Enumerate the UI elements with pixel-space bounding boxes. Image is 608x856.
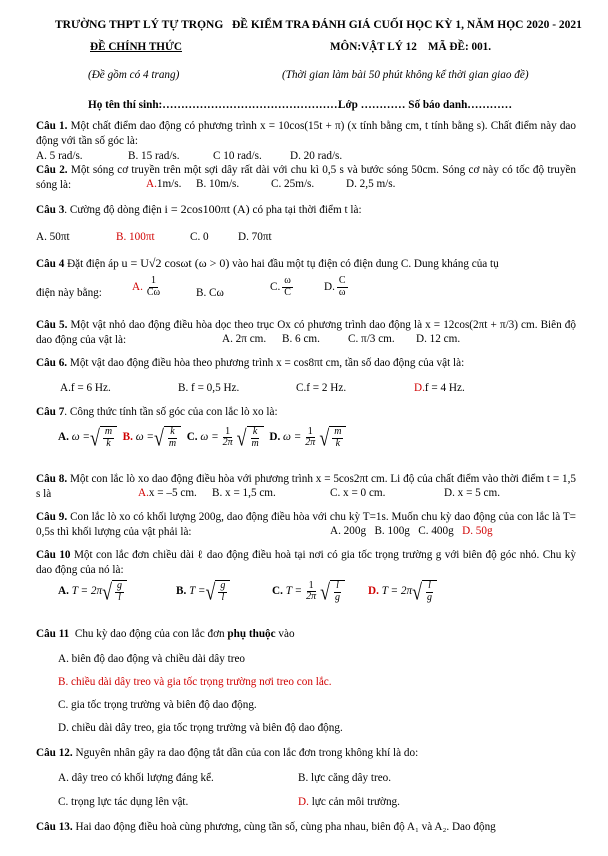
question-text: . Công thức tính tần số góc của con lắc lò xo là: [64, 406, 278, 418]
q3-formula: i = 2cos100πt (A) [164, 202, 250, 216]
question-text: Hai dao động điều hoà cùng phương, cùng tần số, cùng pha nhau, biên độ A₁ và A₂. Dao động [75, 821, 496, 833]
option-letter: A. [58, 585, 69, 598]
question-text: Một sóng cơ truyền trên một sợi dây rất dài với chu kì 0,5 s và bước sóng 50cm. Sóng cơ này có tốc độ truyền sóng là: [36, 164, 576, 191]
q8-option-c: C. x = 0 cm. [330, 487, 386, 499]
q5-option-a: A. 2π cm. [222, 333, 267, 345]
q5-option-c: C. π/3 cm. [348, 333, 395, 345]
q10-answer-letter: D. [368, 585, 379, 598]
question-text-end: có pha tại thời điểm t là: [252, 204, 362, 216]
two-pi: 2π [400, 585, 413, 598]
option-letter: C. [270, 280, 281, 293]
question-label: Câu 1. [36, 120, 68, 132]
question-label: Câu 7 [36, 406, 65, 418]
question-label: Câu 5. [36, 319, 68, 331]
omega-eq: ω = [135, 431, 154, 444]
denominator: k [106, 437, 111, 449]
q4-option-a [132, 276, 164, 298]
q2-option-d: D. 2,5 m/s. [346, 178, 396, 190]
q4-option-c [270, 276, 295, 298]
q4-option-b: B. Cω [196, 287, 224, 299]
q1-option-d: D. 20 rad/s. [290, 150, 343, 162]
q9-option-d: D. 50g [462, 525, 493, 537]
q9-option-c: C. 400g [418, 525, 454, 537]
question-11 [36, 627, 295, 642]
omega-eq: ω = [200, 431, 219, 444]
numerator: C [338, 275, 346, 286]
denominator: k [335, 437, 341, 449]
question-label: Câu 10 [36, 549, 71, 561]
q8-option-d: D. x = 5 cm. [444, 487, 501, 499]
option-letter: C. [272, 585, 283, 598]
question-1 [36, 119, 576, 149]
numerator: 1 [307, 425, 313, 437]
question-12 [36, 746, 418, 761]
numerator: 1 [225, 425, 231, 437]
q3-option-d: D. 70πt [238, 231, 272, 243]
numerator: g [220, 580, 226, 591]
q6-option-a: A.f = 6 Hz. [60, 382, 111, 394]
numerator: 1 [151, 275, 157, 286]
question-text-end: vào hai đầu một tụ điện có điện dung C. Dung kháng của tụ [232, 258, 499, 270]
t-eq: T = [189, 585, 206, 598]
q2-option-a-text: 1m/s. [156, 178, 182, 190]
q2-option-b: B. 10m/s. [196, 178, 240, 190]
fraction [221, 427, 235, 449]
question-7 [36, 405, 278, 420]
denominator: 2π [305, 437, 316, 448]
fraction [303, 427, 317, 449]
sqrt-symbol: √ $\frac{g}{l}$ [205, 580, 230, 603]
q1-option-b: B. 15 rad/s. [128, 150, 180, 162]
question-text-end: vào [278, 628, 295, 640]
q12-option-d [298, 795, 400, 810]
q6-option-c: C.f = 2 Hz. [296, 382, 347, 394]
question-text: Chu kỳ dao động của con lắc đơn [74, 628, 225, 640]
denominator: g [426, 591, 432, 603]
question-text: Con lắc lò xo có khối lượng 200g, dao động điều hòa với chu kỳ T=1s. Muốn chu kỳ dao động của con lắc là T= 0,5s thì khối lượng của vật phải là: [36, 511, 576, 538]
q4-formula: u = U√2 cosωt (ω > 0) [121, 256, 230, 270]
q4-text-continued: điện này bằng: [36, 287, 102, 299]
q6-option-d-text: f = 4 Hz. [424, 382, 465, 394]
question-label: Câu 13. [36, 821, 73, 833]
denominator: g [334, 591, 340, 603]
numerator: k [252, 426, 258, 437]
q10-option-c [272, 580, 345, 603]
q6-option-b: B. f = 0,5 Hz. [178, 382, 240, 394]
question-label: Câu 8. [36, 473, 68, 485]
numerator: l [428, 580, 431, 591]
option-letter: D. [324, 280, 335, 293]
two-pi: 2π [90, 585, 103, 598]
question-emphasis: phụ thuộc [227, 628, 276, 640]
q5-option-d: D. 12 cm. [416, 333, 461, 345]
q3-option-c: C. 0 [190, 231, 209, 243]
question-3 [36, 202, 362, 218]
omega-eq: ω = [71, 431, 90, 444]
fraction [337, 276, 348, 298]
fraction [304, 581, 318, 603]
numerator: g [116, 580, 122, 591]
question-label: Câu 4 [36, 258, 65, 270]
q8-option-b: B. x = 1,5 cm. [212, 487, 276, 499]
denominator: m [251, 437, 259, 449]
numerator: m [104, 426, 113, 437]
subject-label: MÔN:VẬT LÝ 12 [330, 41, 417, 53]
sqrt-symbol: √ $\frac{l}{g}$ [412, 580, 437, 603]
option-letter: B. [176, 585, 187, 598]
question-13 [36, 820, 496, 835]
question-4 [36, 256, 499, 272]
numerator: m [334, 426, 342, 437]
numerator: k [170, 426, 175, 437]
denominator: ω [338, 286, 346, 298]
omega-eq: ω = [283, 431, 302, 444]
denominator: 2π [306, 591, 317, 602]
official-label: ĐỀ CHÍNH THỨC [90, 41, 182, 53]
time-note: (Thời gian làm bài 50 phút không kể thời gian giao đề) [282, 69, 529, 81]
q12-answer-letter: D. [298, 796, 309, 808]
question-label: Câu 11 [36, 628, 70, 640]
exam-title: ĐỀ KIỂM TRA ĐÁNH GIÁ CUỐI HỌC KỲ 1, NĂM HỌC 2020 - 2021 [232, 19, 582, 31]
t-eq: T = [71, 585, 89, 598]
question-text: Một chất điểm dao động có phương trình x = 10cos(15t + π) (x tính bằng cm, t tính bằng s). Chất điểm này dao động với tần số góc là: [36, 120, 576, 147]
denominator: 2π [222, 437, 233, 448]
question-text: Một vật dao động điều hòa theo phương trình x = cos8πt cm, tần số dao động của vật là: [69, 357, 465, 369]
sqrt-symbol: √ $\frac{k}{m}$ [237, 426, 264, 449]
question-label: Câu 2. [36, 164, 68, 176]
q6-option-d [414, 381, 465, 396]
q3-option-b: B. 100πt [116, 231, 155, 243]
question-label: Câu 3 [36, 204, 65, 216]
q11-option-b: B. chiều dài dây treo và gia tốc trọng trường nơi treo con lắc. [58, 676, 332, 688]
q11-option-d: D. chiều dài dây treo, gia tốc trọng trường và biên độ dao động. [58, 722, 343, 734]
question-label: Câu 9. [36, 511, 68, 523]
q9-option-a: A. 200g [330, 525, 367, 537]
denominator: m [168, 437, 177, 449]
denominator: Cω [146, 286, 161, 298]
q2-option-a [146, 177, 181, 192]
fraction [145, 276, 162, 298]
question-10 [36, 548, 576, 578]
q11-option-c: C. gia tốc trọng trường và biên độ dao động. [58, 699, 257, 711]
q12-option-d-text: lực cản môi trường. [311, 796, 400, 808]
question-text: Đặt điện áp [67, 258, 119, 270]
q1-option-a: A. 5 rad/s. [36, 150, 83, 162]
question-label: Câu 12. [36, 747, 73, 759]
q7-options [58, 426, 346, 449]
q8-option-a [138, 486, 197, 501]
t-eq: T = [285, 585, 303, 598]
q12-option-a: A. dây treo có khối lượng đáng kể. [58, 772, 214, 784]
school-name: TRƯỜNG THPT LÝ TỰ TRỌNG [55, 19, 224, 31]
question-text: Một vật nhỏ dao động điều hòa dọc theo trục Ox có phương trình dao động là x = 12cos(2πt + π/3) cm. Biên độ dao động của vật là: [36, 319, 576, 346]
sqrt-symbol: √ $\frac{l}{g}$ [320, 580, 345, 603]
numerator: l [336, 580, 339, 591]
q12-option-c: C. trọng lực tác dụng lên vật. [58, 796, 189, 808]
denominator: C [284, 286, 291, 298]
denominator: l [118, 591, 121, 603]
numerator: ω [284, 275, 291, 286]
t-eq: T = [381, 585, 399, 598]
q7-answer-letter: B. [122, 431, 133, 444]
q8-option-a-text: x = –5 cm. [148, 487, 197, 499]
q10-option-d [368, 580, 437, 603]
option-letter-c: C. [186, 431, 198, 444]
q4-answer-letter: A. [132, 280, 143, 293]
q2-option-c: C. 25m/s. [271, 178, 315, 190]
q1-option-c: C 10 rad/s. [213, 150, 262, 162]
candidate-name-line: Họ tên thí sinh:………………………………………… [88, 99, 342, 111]
sqrt-symbol: √ $\frac{m}{k}$ [319, 426, 346, 449]
numerator: 1 [308, 579, 314, 591]
question-text: Một con lắc đơn chiều dài ℓ dao động điều hoà tại nơi có gia tốc trọng trường g với biên độ góc nhỏ. Chu kỳ dao động của nó là: [36, 549, 576, 576]
q9-options [330, 524, 493, 539]
q11-option-a: A. biên độ dao động và chiều dài dây treo [58, 653, 246, 665]
sqrt-symbol: √ $\frac{m}{k}$ [90, 426, 117, 449]
q3-option-a: A. 50πt [36, 231, 70, 243]
question-9 [36, 510, 576, 540]
question-label: Câu 6. [36, 357, 68, 369]
q5-option-b: B. 6 cm. [282, 333, 320, 345]
fraction [282, 276, 293, 298]
sqrt-symbol: √ $\frac{k}{m}$ [154, 426, 181, 449]
option-letter-d: D. [269, 431, 281, 444]
question-text: . Cường độ dòng điện [64, 204, 162, 216]
question-6 [36, 356, 464, 371]
question-text: Nguyên nhân gây ra dao động tắt dần của con lắc đơn trong không khí là do: [75, 747, 419, 759]
class-number-line: Lớp ………… Số báo danh………… [338, 99, 513, 111]
q10-option-b [176, 580, 230, 603]
sqrt-symbol: √ $\frac{g}{l}$ [102, 580, 127, 603]
q6-answer-letter: D. [414, 382, 425, 394]
q2-answer-letter: A. [146, 178, 157, 190]
q4-option-d [324, 276, 350, 298]
q12-option-b: B. lực căng dây treo. [298, 772, 392, 784]
pages-note: (Đề gồm có 4 trang) [88, 69, 180, 81]
q8-answer-letter: A. [138, 487, 149, 499]
question-text: Một con lắc lò xo dao động điều hòa với phương trình x = 5cos2πt cm. Li độ của chất điểm vào thời điểm t = 1,5 s là [36, 473, 576, 500]
option-letter-a: A. [58, 431, 69, 444]
exam-code: MÃ ĐỀ: 001. [428, 41, 492, 53]
denominator: l [221, 591, 225, 603]
q10-option-a [58, 580, 127, 603]
q9-option-b: B. 100g [374, 525, 410, 537]
